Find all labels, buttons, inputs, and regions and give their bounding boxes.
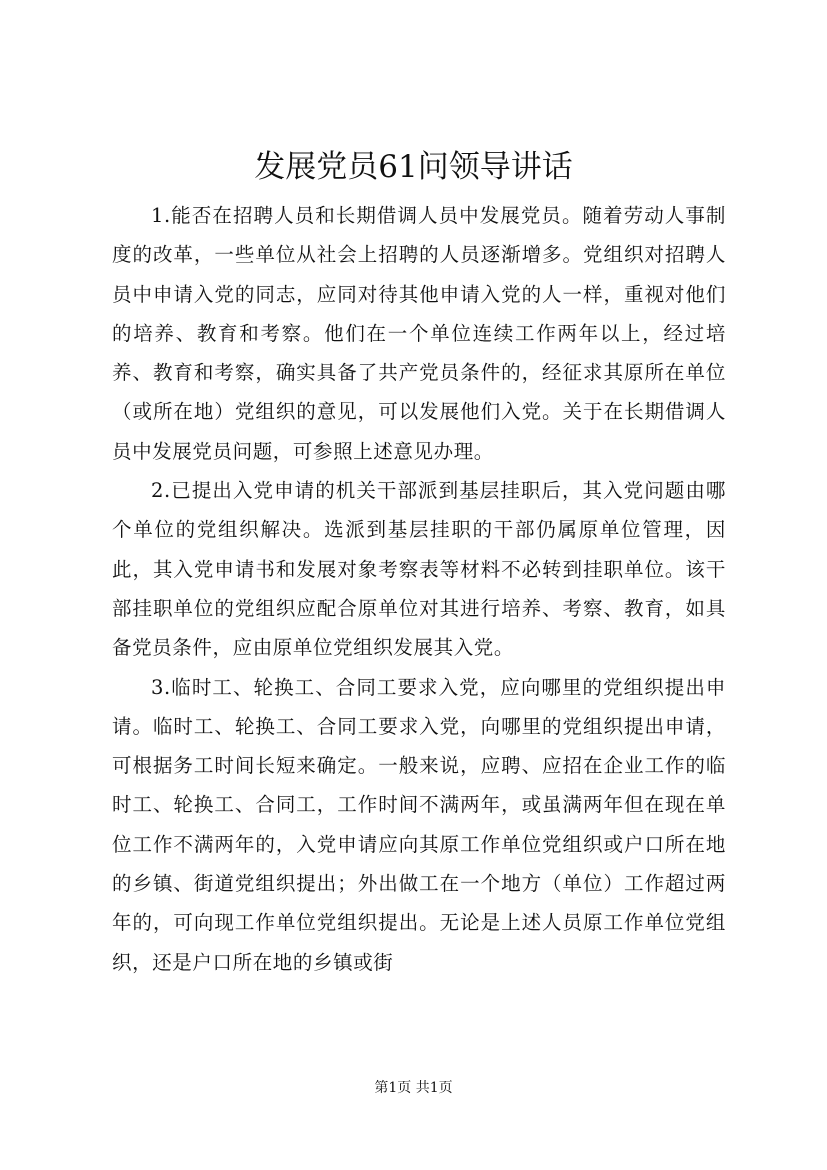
page-footer: 第1页 共1页 (374, 1080, 453, 1096)
document-body (112, 196, 726, 982)
paragraph-3: 3.临时工、轮换工、合同工要求入党，应向哪里的党组织提出申请。临时工、轮换工、合同工要求入党，向哪里的党组织提出申请，可根据务工时间长短来确定。一般来说，应聘、应招在企业工作的临时工、轮换工、合同工，工作时间不满两年，或虽满两年但在现在单位工作不满两年的，入党申请应向其原工作单位党组织或户口所在地的乡镇、街道党组织提出；外出做工在一个地方（单位）工作超过两年的，可向现工作单位党组织提出。无论是上述人员原工作单位党组织，还是户口所在地的乡镇或街 (112, 675, 726, 974)
paragraph-2: 2.已提出入党申请的机关干部派到基层挂职后，其入党问题由哪个单位的党组织解决。选派到基层挂职的干部仍属原单位管理，因此，其入党申请书和发展对象考察表等材料不必转到挂职单位。该干部挂职单位的党组织应配合原单位对其进行培养、考察、教育，如具备党员条件，应由原单位党组织发展其入党。 (112, 479, 726, 660)
document-title: 发展党员61问领导讲话 (254, 149, 573, 185)
paragraph-1: 1.能否在招聘人员和长期借调人员中发展党员。随着劳动人事制度的改革，一些单位从社会上招聘的人员逐渐增多。党组织对招聘人员中申请入党的同志，应同对待其他申请入党的人一样，重视对他们的培养、教育和考察。他们在一个单位连续工作两年以上，经过培养、教育和考察，确实具备了共产党员条件的，经征求其原所在单位（或所在地）党组织的意见，可以发展他们入党。关于在长期借调人员中发展党员问题，可参照上述意见办理。 (112, 204, 726, 463)
